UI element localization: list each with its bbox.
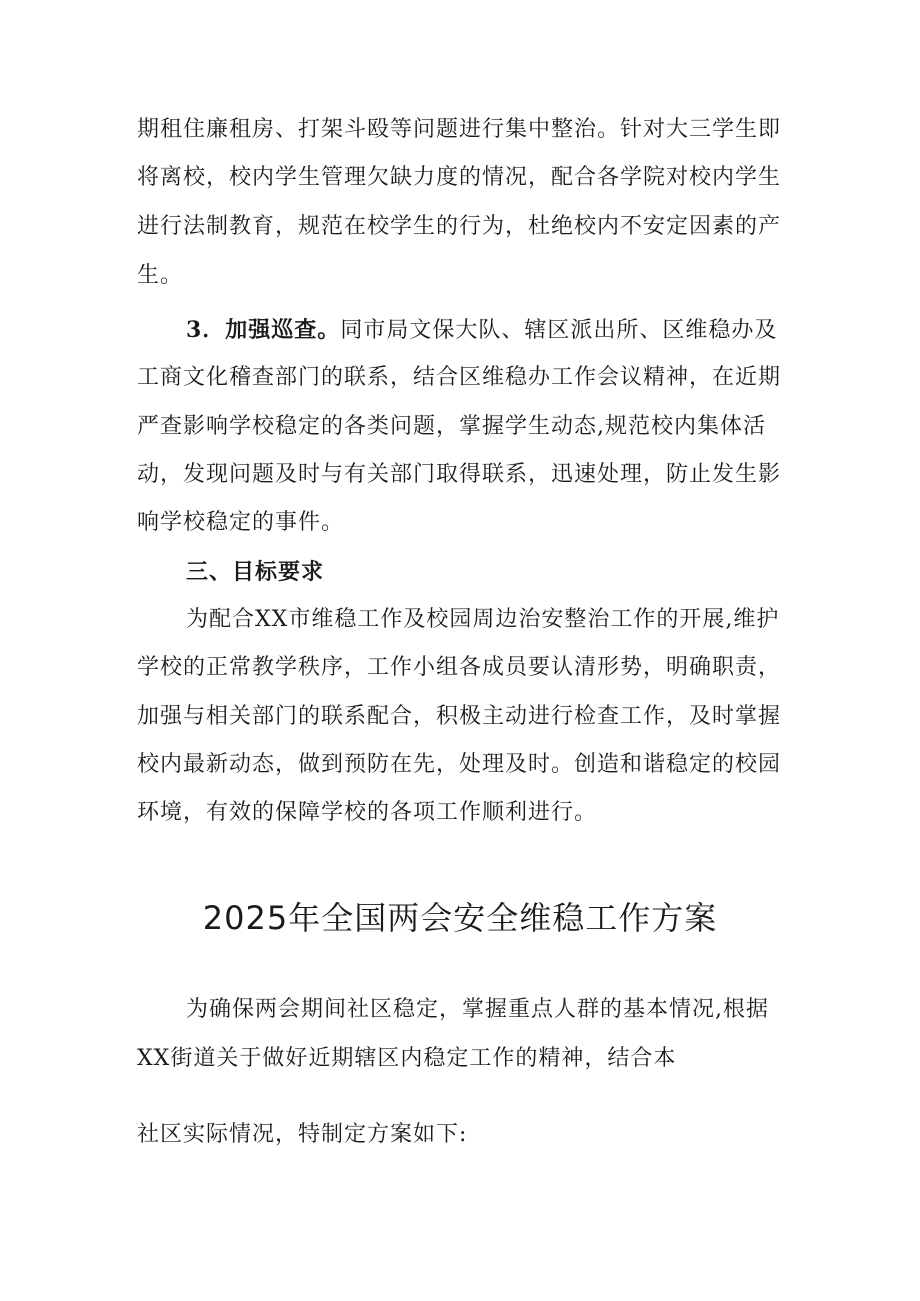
paragraph-line: 加强与相关部门的联系配合，积极主动进行检查工作，及时掌握 bbox=[137, 704, 782, 729]
paragraph-line: 严查影响学校稳定的各类问题，掌握学生动态,规范校内集体活 bbox=[137, 414, 766, 439]
section-heading: 三、目标要求 bbox=[186, 559, 325, 585]
paragraph-line: 期租住廉租房、打架斗殴等问题进行集中整治。针对大三学生即 bbox=[137, 117, 782, 142]
paragraph-line: 将离校，校内学生管理欠缺力度的情况，配合各学院对校内学生 bbox=[137, 165, 782, 190]
paragraph-line: 社区实际情况，特制定方案如下: bbox=[137, 1122, 468, 1147]
paragraph-line: 动，发现问题及时与有关部门取得联系，迅速处理，防止发生影 bbox=[137, 462, 782, 487]
paragraph-line: 环境，有效的保障学校的各项工作顺利进行。 bbox=[137, 800, 598, 825]
item-3-first-line-text: 同市局文保大队、辖区派出所、区维稳办及 bbox=[340, 318, 778, 343]
item-3-first-line bbox=[186, 315, 777, 346]
paragraph-line: 生。 bbox=[137, 263, 184, 288]
paragraph-line: XX街道关于做好近期辖区内稳定工作的精神，结合本 bbox=[137, 1046, 677, 1071]
paragraph-line: 为确保两会期间社区稳定，掌握重点人群的基本情况,根据 bbox=[186, 997, 769, 1022]
paragraph-line: 学校的正常教学秩序，工作小组各成员要认清形势，明确职责， bbox=[137, 655, 782, 680]
document-title: 2025年全国两会安全维稳工作方案 bbox=[202, 899, 718, 937]
paragraph-line: 响学校稳定的事件。 bbox=[137, 510, 345, 535]
paragraph-line: 为配合XX市维稳工作及校园周边治安整治工作的开展,维护 bbox=[186, 607, 780, 632]
paragraph-line: 进行法制教育，规范在校学生的行为，杜绝校内不安定因素的产 bbox=[137, 214, 782, 239]
paragraph-line: 校内最新动态，做到预防在先，处理及时。创造和谐稳定的校园 bbox=[137, 752, 782, 777]
item-3-heading: 3．加强巡查。 bbox=[186, 317, 341, 343]
paragraph-line: 工商文化稽查部门的联系，结合区维稳办工作会议精神，在近期 bbox=[137, 365, 782, 390]
